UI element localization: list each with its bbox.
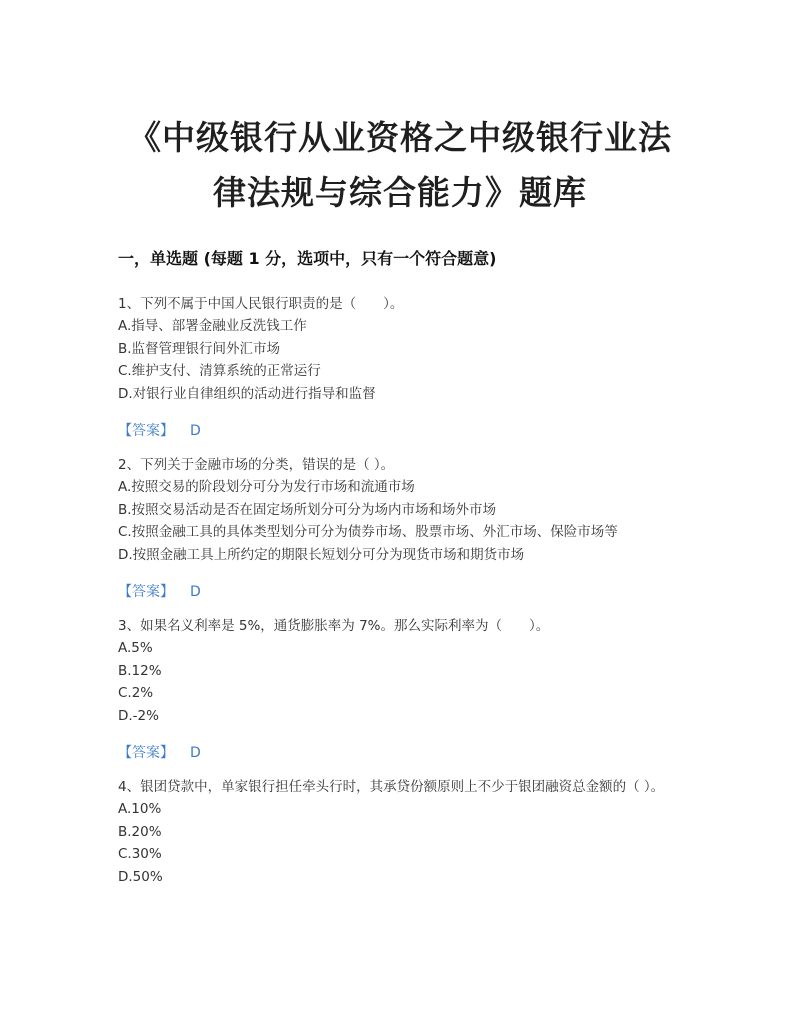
title-line-1: 《中级银行从业资格之中级银行业法 (128, 118, 672, 157)
option-b: B.20% (118, 823, 162, 840)
option-a: A.10% (118, 801, 162, 817)
question-1 (118, 293, 688, 442)
option-c: C.30% (118, 846, 162, 862)
option-a: A.按照交易的阶段划分可分为发行市场和流通市场 (118, 479, 415, 495)
option-b: B.按照交易活动是否在固定场所划分可分为场内市场和场外市场 (118, 501, 497, 518)
answer-value: D (190, 745, 201, 761)
option-a: A.指导、部署金融业反洗钱工作 (118, 318, 307, 334)
option-c: C.按照金融工具的具体类型划分可分为债券市场、股票市场、外汇市场、保险市场等 (118, 524, 618, 540)
option-d: D.-2% (118, 707, 159, 724)
option-b: B.监督管理银行间外汇市场 (118, 340, 281, 357)
section-heading: 一，单选题 (每题 1 分，选项中，只有一个符合题意) (118, 249, 497, 268)
question-4 (118, 776, 688, 888)
option-d: D.50% (118, 868, 163, 885)
answer-label: 【答案】 (118, 584, 174, 600)
document-title (60, 110, 740, 220)
question-2 (118, 454, 688, 603)
option-d: D.按照金融工具上所约定的期限长短划分可分为现货市场和期货市场 (118, 546, 525, 563)
option-a: A.5% (118, 640, 153, 656)
question-list (118, 293, 688, 900)
question-stem: 3、如果名义利率是 5%，通货膨胀率为 7%。那么实际利率为（ ）。 (118, 618, 550, 634)
answer-line (118, 742, 688, 764)
option-b: B.12% (118, 662, 162, 679)
question-stem: 1、下列不属于中国人民银行职责的是（ ）。 (118, 296, 404, 312)
answer-value: D (190, 423, 201, 439)
answer-line (118, 420, 688, 442)
option-c: C.2% (118, 685, 154, 701)
answer-line (118, 581, 688, 603)
answer-label: 【答案】 (118, 745, 174, 761)
answer-value: D (190, 584, 201, 600)
option-c: C.维护支付、清算系统的正常运行 (118, 363, 321, 379)
question-3 (118, 615, 688, 764)
question-stem: 4、银团贷款中，单家银行担任牵头行时，其承贷份额原则上不少于银团融资总金额的（ ）。 (118, 779, 665, 795)
title-line-2: 律法规与综合能力》题库 (213, 173, 587, 212)
option-d: D.对银行业自律组织的活动进行指导和监督 (118, 385, 376, 402)
answer-label: 【答案】 (118, 423, 174, 439)
question-stem: 2、下列关于金融市场的分类，错误的是（ ）。 (118, 457, 395, 473)
